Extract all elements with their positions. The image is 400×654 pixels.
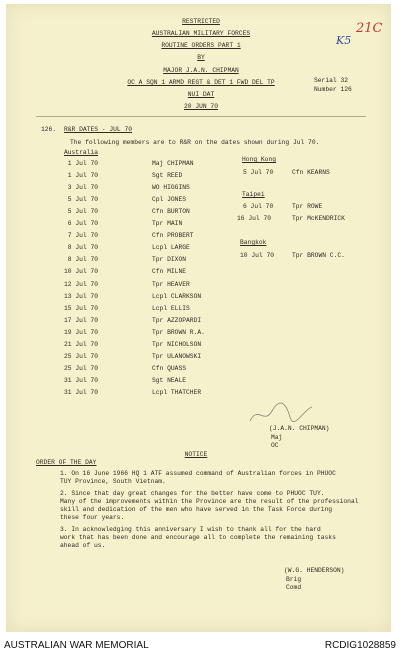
bangkok-name: Tpr BROWN C.C. [292, 252, 345, 259]
archive-reference: RCDIG1028859 [324, 640, 396, 651]
australia-row-date: 15 Jul 70 [63, 304, 98, 312]
australia-row-date: 25 Jul 70 [63, 364, 98, 372]
notice-p2-line4: these four years. [60, 514, 125, 521]
handwritten-annotation-blue: K5 [336, 34, 352, 47]
header-rule [36, 116, 366, 117]
australia-row-date: 12 Jul 70 [63, 280, 98, 288]
signature-name: (J.A.N. CHIPMAN) [269, 425, 330, 432]
issue-date: 20 JUN 70 [183, 103, 218, 110]
australia-row-name: Cfn PROBERT [152, 232, 194, 240]
section-number: 126. [41, 126, 57, 133]
notice-p3-line1: 3. In acknowledging this anniversary I wish to thank all for the hard [60, 526, 321, 533]
notice-p2-line3: skill and dedication of the men who have served in the Task Force during [60, 506, 333, 513]
hongkong-heading: Hong Kong [242, 156, 277, 163]
australia-heading: Australia [64, 149, 99, 156]
commander-signature-rank: Brig [286, 576, 302, 583]
order-of-the-day-heading: ORDER OF THE DAY [36, 459, 97, 466]
taipei-date-2: 16 Jul 70 [237, 215, 272, 222]
bangkok-date: 10 Jul 70 [240, 252, 275, 259]
australia-row-date: 17 Jul 70 [63, 316, 98, 324]
australia-row-name: WO HIGGINS [152, 184, 190, 192]
australia-row-date: 1 Jul 70 [67, 172, 98, 180]
signature-rank: Maj [271, 434, 283, 441]
australia-row-date: 5 Jul 70 [67, 196, 98, 204]
australia-row-date: 31 Jul 70 [63, 388, 98, 396]
taipei-name-2: Tpr McKENDRICK [292, 215, 345, 222]
classification-heading: RESTRICTED [182, 18, 220, 25]
australia-row-date: 21 Jul 70 [63, 340, 98, 348]
australia-row-name: Sgt NEALE [152, 376, 187, 384]
notice-p2-line2: Many of the improvements within the Province are the result of the professional [60, 498, 359, 505]
organisation-heading: AUSTRALIAN MILITARY FORCES [151, 30, 251, 37]
australia-row-name: Tpr MAIN [152, 220, 183, 228]
australia-row-date: 5 Jul 70 [67, 208, 98, 216]
australia-row-name: Cpl JONES [152, 196, 187, 204]
notice-p3-line3: ahead of us. [60, 542, 106, 549]
handwritten-annotation-red: 21C [356, 21, 383, 36]
by-label: BY [197, 54, 205, 61]
order-number: Number 126 [314, 86, 352, 93]
taipei-heading: Taipei [242, 191, 265, 198]
commander-signature-name: (W.G. HENDERSON) [284, 567, 345, 574]
australia-row-date: 25 Jul 70 [63, 352, 98, 360]
location: NUI DAT [187, 91, 215, 98]
australia-row-name: Maj CHIPMAN [152, 160, 194, 167]
section-heading: R&R DATES - JUL 70 [64, 126, 133, 133]
taipei-name-1: Tpr ROWE [292, 203, 323, 210]
australia-row-date: 10 Jul 70 [63, 268, 98, 276]
serial-number: Serial 32 [314, 77, 349, 84]
australia-row-name: Cfn MILNE [152, 268, 187, 276]
australia-row-name: Lcpl LARGE [152, 244, 190, 252]
archive-footer [0, 638, 400, 654]
unit-name: OC A SQN 1 ARMD REGT & DET 1 FWD DEL TP [127, 79, 275, 86]
australia-row-date: 8 Jul 70 [67, 256, 98, 264]
australia-row-name: Tpr NICHOLSON [152, 340, 202, 348]
australia-row-date: 3 Jul 70 [67, 184, 98, 192]
commander-signature-role: Comd [286, 584, 302, 591]
australia-row-name: Cfn BURTON [152, 208, 190, 216]
document-page [6, 4, 391, 632]
notice-p1-line1: 1. On 16 June 1966 HQ 1 ATF assumed command of Australian forces in PHUOC [60, 470, 336, 477]
australia-row-date: 19 Jul 70 [63, 328, 98, 336]
bangkok-heading: Bangkok [240, 239, 267, 246]
hongkong-date: 5 Jul 70 [243, 169, 274, 176]
australia-row-name: Lcpl CLARKSON [152, 292, 202, 300]
australia-row-name: Tpr BROWN R.A. [152, 328, 205, 336]
notice-p3-line2: work that has been done and encourage all to complete the remaining tasks [60, 534, 336, 541]
australia-row-name: Tpr ULANOWSKI [152, 352, 202, 360]
australia-row-date: 31 Jul 70 [63, 376, 98, 384]
australia-row-name: Lcpl ELLIS [152, 304, 190, 312]
notice-p2-line1: 2. Since that day great changes for the better have come to PHUOC TUY. [60, 490, 325, 497]
australia-row-name: Lcpl THATCHER [152, 388, 202, 396]
signature-role: OC [271, 442, 279, 449]
notice-p1-line2: TUY Province, South Vietnam. [60, 478, 166, 485]
taipei-date-1: 6 Jul 70 [243, 203, 274, 210]
australia-row-name: Tpr HEAVER [152, 280, 190, 288]
archive-name: AUSTRALIAN WAR MEMORIAL [4, 640, 149, 651]
australia-row-date: 8 Jul 70 [67, 244, 98, 252]
commander-name: MAJOR J.A.N. CHIPMAN [163, 67, 239, 74]
notice-heading: NOTICE [184, 451, 208, 458]
australia-row-name: Tpr AZZOPARDI [152, 316, 202, 324]
australia-row-date: 1 Jul 70 [67, 160, 98, 167]
australia-row-name: Tpr DIXON [152, 256, 187, 264]
document-title: ROUTINE ORDERS PART 1 [161, 42, 241, 49]
hongkong-name: Cfn KEARNS [292, 169, 330, 176]
australia-row-date: 13 Jul 70 [63, 292, 98, 300]
australia-row-name: Cfn QUASS [152, 364, 187, 372]
section-intro: The following members are to R&R on the dates shown during Jul 70. [70, 139, 320, 146]
australia-row-name: Sgt REED [152, 172, 183, 180]
australia-row-date: 7 Jul 70 [67, 232, 98, 240]
australia-row-date: 6 Jul 70 [67, 220, 98, 228]
